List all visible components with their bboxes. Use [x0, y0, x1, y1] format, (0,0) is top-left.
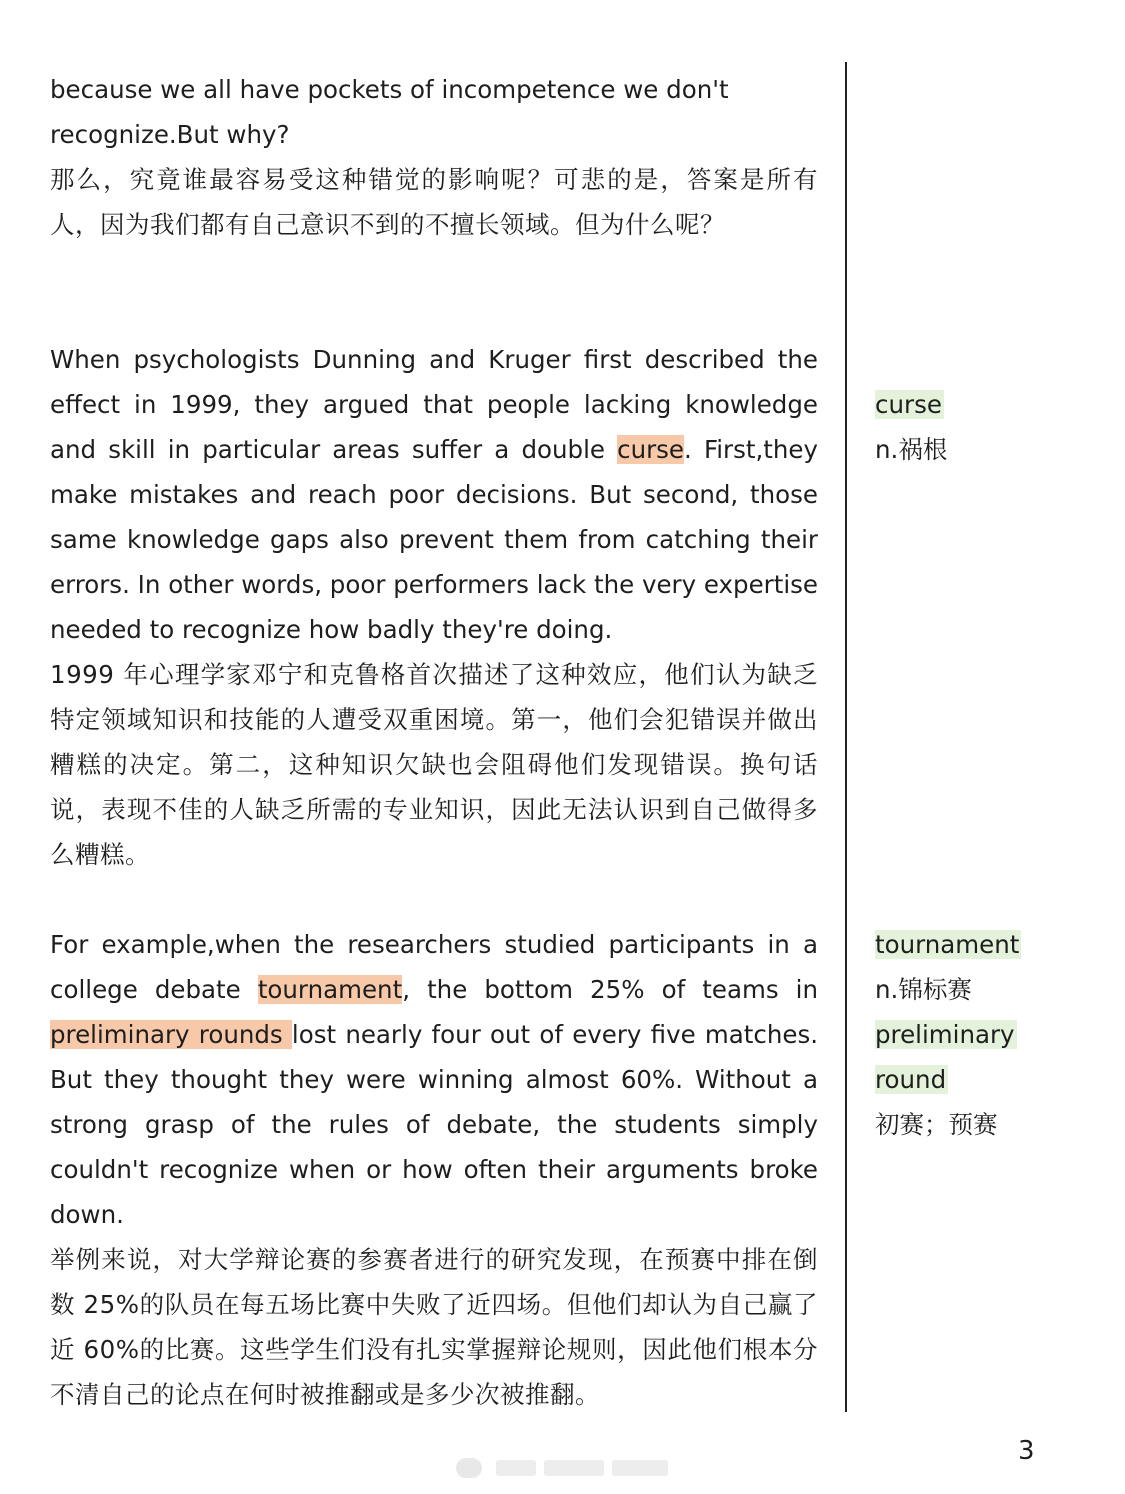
paragraph-3-chinese: 举例来说，对大学辩论赛的参赛者进行的研究发现，在预赛中排在倒数 25%的队员在每五场比赛中失败了近四场。但他们却认为自己赢了近 60%的比赛。这些学生们没有扎实掌握辩论规则，因此他们根本分不清自己的论点在何时被推翻或是多少次被推翻。 [50, 1245, 818, 1409]
paragraph-2-chinese: 1999 年心理学家邓宁和克鲁格首次描述了这种效应，他们认为缺乏特定领域知识和技能的人遭受双重困境。第一，他们会犯错误并做出糟糕的决定。第二，这种知识欠缺也会阻碍他们发现错误。换句话说，表现不佳的人缺乏所需的专业知识，因此无法认识到自己做得多么糟糕。 [50, 660, 818, 869]
watermark-icon [452, 1452, 674, 1484]
highlight-curse: curse [617, 435, 685, 464]
vocab-def-tournament: n.锦标赛 [875, 975, 972, 1004]
main-text-column [50, 67, 818, 1417]
paragraph-1-chinese: 那么，究竟谁最容易受这种错觉的影响呢？可悲的是，答案是所有人，因为我们都有自己意识不到的不擅长领域。但为什么呢？ [50, 165, 818, 239]
paragraph-3-english [50, 922, 818, 1237]
paragraph-1-english [50, 67, 818, 157]
p2-en-after: . First,they make mistakes and reach poor decisions. But second, those same knowledge gaps also prevent them from catching their errors. In other words, poor performers lack the very expertise needed to recognize how badly they're doing. [50, 435, 819, 644]
vocab-term-round: round [875, 1065, 947, 1094]
vocab-term-tournament: tournament [875, 930, 1020, 959]
p1-en-line-a: because we all have pockets of incompetence we don't [50, 75, 729, 104]
highlight-tournament: tournament [257, 975, 403, 1004]
vocab-term-preliminary: preliminary [875, 1020, 1015, 1049]
vocab-curse [875, 382, 1115, 472]
paragraph-2-english [50, 337, 818, 652]
column-divider [845, 62, 847, 1412]
p3-en-c: lost nearly four out of every five matches. But they thought they were winning almost 60%. Without a strong grasp of the rules of debate, the students simply couldn't recognize when or how often their arguments broke down. [50, 1020, 818, 1229]
highlight-preliminary-rounds: preliminary rounds [50, 1020, 292, 1049]
vocab-tournament [875, 922, 1115, 1147]
vocab-def-preliminary-round: 初赛；预赛 [875, 1110, 998, 1139]
p1-en-line-b: recognize.But why? [50, 120, 290, 149]
p3-en-b: , the bottom 25% of teams in [402, 975, 819, 1004]
page-number: 3 [1018, 1436, 1035, 1466]
p3-en-a: For example,when the researchers studied participants in a college debate [50, 930, 818, 1004]
vocab-def-curse: n.祸根 [875, 435, 948, 464]
p2-en-before: When psychologists Dunning and Kruger first described the effect in 1999, they argued that people lacking knowledge and skill in particular areas suffer a double [50, 345, 818, 464]
vocab-term-curse: curse [875, 390, 942, 419]
